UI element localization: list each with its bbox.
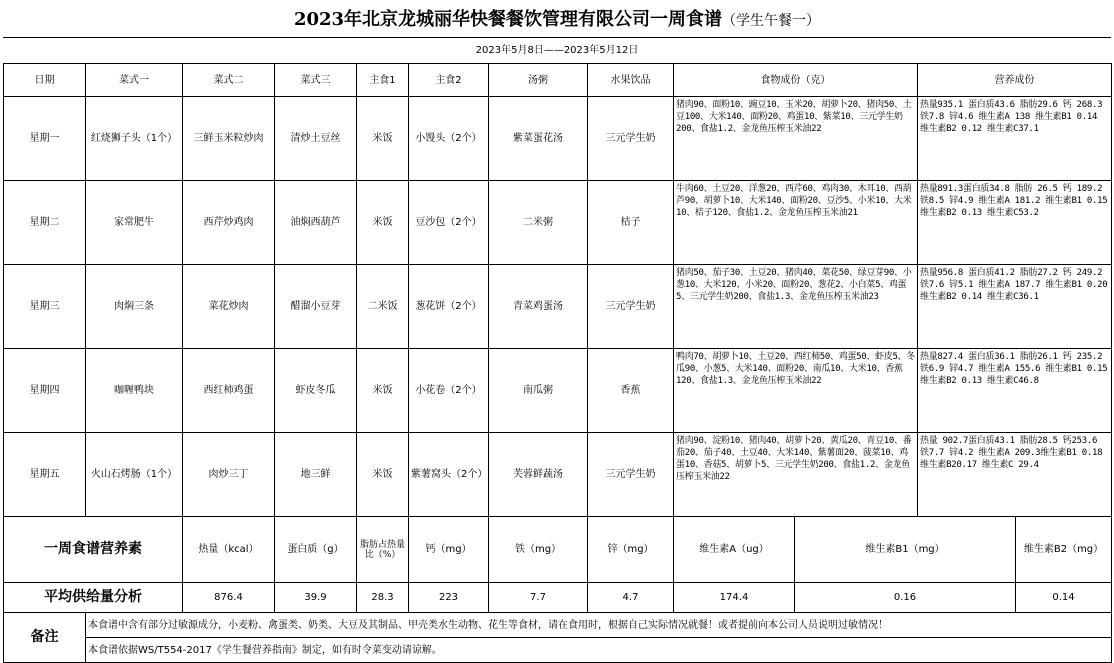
summary-header-row <box>4 517 1112 583</box>
summary-value: 174.4 <box>674 583 795 613</box>
dish1-cell: 咖喱鸭块 <box>86 349 183 433</box>
menu-sheet <box>3 3 1111 656</box>
summary-header: 锌（mg） <box>588 517 674 583</box>
day-row <box>4 265 1112 349</box>
header-cell: 食物成份（克） <box>674 64 918 97</box>
dish1-cell: 肉焖三条 <box>86 265 183 349</box>
summary-value: 28.3 <box>357 583 409 613</box>
fruit-cell: 三元学生奶 <box>588 97 674 181</box>
date-range: 2023年5月8日——2023年5月12日 <box>3 37 1111 64</box>
summary-header: 维生素B2（mg） <box>1016 517 1112 583</box>
summary-value: 876.4 <box>183 583 275 613</box>
summary-value: 39.9 <box>275 583 357 613</box>
nutrition-cell: 热量956.8 蛋白质41.2 脂肪27.2 钙 249.2 铁7.6 锌5.1 维生素A 187.7 维生素B1 0.20 维生素B2 0.14 维生素C36.1 <box>918 265 1112 349</box>
summary-value: 223 <box>409 583 489 613</box>
remarks-row <box>4 638 1112 663</box>
summary-label-1: 一周食谱营养素 <box>4 517 183 583</box>
dish3-cell: 清炒土豆丝 <box>275 97 357 181</box>
day-label: 星期四 <box>4 349 86 433</box>
day-row <box>4 97 1112 181</box>
header-cell: 汤粥 <box>489 64 588 97</box>
fruit-cell: 香蕉 <box>588 349 674 433</box>
ingredients-cell: 鸭肉70、胡萝卜10、土豆20、西红柿50、鸡蛋50、虾皮5、冬瓜90、小葱5、大米140、面粉20、南瓜10、大米10、香蕉120、食盐1.3、金龙鱼压榨玉米油22 <box>674 349 918 433</box>
nutrition-cell: 热量935.1 蛋白质43.6 脂肪29.6 钙 268.3 铁7.8 锌4.6 维生素A 138 维生素B1 0.14 维生素B2 0.12 维生素C37.1 <box>918 97 1112 181</box>
dish2-cell: 西红柿鸡蛋 <box>183 349 275 433</box>
summary-value: 0.16 <box>795 583 1016 613</box>
header-cell: 菜式一 <box>86 64 183 97</box>
header-row <box>4 64 1112 97</box>
menu-table <box>3 63 1112 663</box>
remarks-guideline-note: 本食谱依据WS/T554-2017《学生餐营养指南》制定，如有时令菜变动请谅解。 <box>86 638 1112 663</box>
fruit-cell: 三元学生奶 <box>588 265 674 349</box>
ingredients-cell: 猪肉90、淀粉10、猪肉40、胡萝卜20、黄瓜20、青豆10、番茄20、茄子40、土豆40、大米140、紫薯面20、菠菜10、鸡蛋10、香菇5、胡萝卜5、三元学生奶200、食盐1.2、金龙鱼压榨玉米油22 <box>674 433 918 517</box>
dish3-cell: 油焖西葫芦 <box>275 181 357 265</box>
day-label: 星期三 <box>4 265 86 349</box>
staple1-cell: 二米饭 <box>357 265 409 349</box>
staple1-cell: 米饭 <box>357 97 409 181</box>
summary-value: 0.14 <box>1016 583 1112 613</box>
header-cell: 营养成份 <box>918 64 1112 97</box>
header-cell: 水果饮品 <box>588 64 674 97</box>
staple1-cell: 米饭 <box>357 433 409 517</box>
day-label: 星期二 <box>4 181 86 265</box>
header-cell: 日期 <box>4 64 86 97</box>
dish2-cell: 西芹炒鸡肉 <box>183 181 275 265</box>
day-row <box>4 433 1112 517</box>
page-title <box>3 3 1111 36</box>
summary-header: 蛋白质（g） <box>275 517 357 583</box>
soup-cell: 青菜鸡蛋汤 <box>489 265 588 349</box>
dish1-cell: 家常肥牛 <box>86 181 183 265</box>
dish3-cell: 虾皮冬瓜 <box>275 349 357 433</box>
title-main: 2023年北京龙城丽华快餐餐饮管理有限公司一周食谱 <box>293 9 723 30</box>
summary-header: 热量（kcal） <box>183 517 275 583</box>
remarks-label: 备注 <box>4 613 86 663</box>
day-row <box>4 349 1112 433</box>
soup-cell: 二米粥 <box>489 181 588 265</box>
dish2-cell: 菜花炒肉 <box>183 265 275 349</box>
dish2-cell: 肉炒三丁 <box>183 433 275 517</box>
title-subtitle: （学生午餐一） <box>722 13 821 29</box>
fruit-cell: 桔子 <box>588 181 674 265</box>
summary-header: 脂肪占热量比（%） <box>357 517 409 583</box>
ingredients-cell: 牛肉60、土豆20、洋葱20、西芹60、鸡肉30、木耳10、西葫芦90、胡萝卜10、大米140、面粉20、豆沙5、小米10、大米10、桔子120、食盐1.2、金龙鱼压榨玉米油21 <box>674 181 918 265</box>
dish3-cell: 醋溜小豆芽 <box>275 265 357 349</box>
dish3-cell: 地三鲜 <box>275 433 357 517</box>
header-cell: 菜式二 <box>183 64 275 97</box>
staple2-cell: 紫薯窝头（2个） <box>409 433 489 517</box>
staple1-cell: 米饭 <box>357 181 409 265</box>
dish1-cell: 火山石烤肠（1个） <box>86 433 183 517</box>
day-row <box>4 181 1112 265</box>
fruit-cell: 三元学生奶 <box>588 433 674 517</box>
staple2-cell: 葱花饼（2个） <box>409 265 489 349</box>
nutrition-cell: 热量891.3蛋白质34.8 脂肪 26.5 钙 189.2 铁8.5 锌4.9 维生素A 181.2 维生素B1 0.15 维生素B2 0.13 维生素C53.2 <box>918 181 1112 265</box>
summary-value: 7.7 <box>489 583 588 613</box>
staple2-cell: 小花卷（2个） <box>409 349 489 433</box>
summary-header: 铁（mg） <box>489 517 588 583</box>
nutrition-cell: 热量827.4 蛋白质36.1 脂肪26.1 钙 235.2 铁6.9 锌4.7 维生素A 155.6 维生素B1 0.15 维生素B2 0.13 维生素C46.8 <box>918 349 1112 433</box>
summary-value-row <box>4 583 1112 613</box>
ingredients-cell: 猪肉50、茄子30、土豆20、猪肉40、菜花50、绿豆芽90、小葱10、大米120、小米20、面粉20、葱花2、小白菜5、鸡蛋5、三元学生奶200、食盐1.3、金龙鱼压榨玉米油23 <box>674 265 918 349</box>
summary-header: 维生素A（ug） <box>674 517 795 583</box>
summary-label-2: 平均供给量分析 <box>4 583 183 613</box>
soup-cell: 南瓜粥 <box>489 349 588 433</box>
remarks-row <box>4 613 1112 638</box>
dish2-cell: 三鲜玉米粒炒肉 <box>183 97 275 181</box>
staple2-cell: 小馒头（2个） <box>409 97 489 181</box>
header-cell: 菜式三 <box>275 64 357 97</box>
summary-header: 维生素B1（mg） <box>795 517 1016 583</box>
summary-header: 钙（mg） <box>409 517 489 583</box>
day-label: 星期一 <box>4 97 86 181</box>
soup-cell: 紫菜蛋花汤 <box>489 97 588 181</box>
day-label: 星期五 <box>4 433 86 517</box>
staple1-cell: 米饭 <box>357 349 409 433</box>
staple2-cell: 豆沙包（2个） <box>409 181 489 265</box>
ingredients-cell: 猪肉90、面粉10、豌豆10、玉米20、胡萝卜20、猪肉50、土豆100、大米140、面粉20、鸡蛋10、紫菜10、三元学生奶200、食盐1.2、金龙鱼压榨玉米油22 <box>674 97 918 181</box>
nutrition-cell: 热量 902.7蛋白质43.1 脂肪28.5 钙253.6 铁7.7 锌4.2 维生素A 209.3维生素B1 0.18维生素B20.17 维生素C 29.4 <box>918 433 1112 517</box>
summary-value: 4.7 <box>588 583 674 613</box>
dish1-cell: 红烧狮子头（1个） <box>86 97 183 181</box>
soup-cell: 芙蓉鲜蔬汤 <box>489 433 588 517</box>
remarks-allergen-note: 本食谱中含有部分过敏源成分，小麦粉、禽蛋类、奶类、大豆及其制品、甲壳类水生动物、花生等食材，请在食用时，根据自己实际情况就餐！或者提前向本公司人员说明过敏情况！ <box>86 613 1112 638</box>
header-cell: 主食2 <box>409 64 489 97</box>
header-cell: 主食1 <box>357 64 409 97</box>
